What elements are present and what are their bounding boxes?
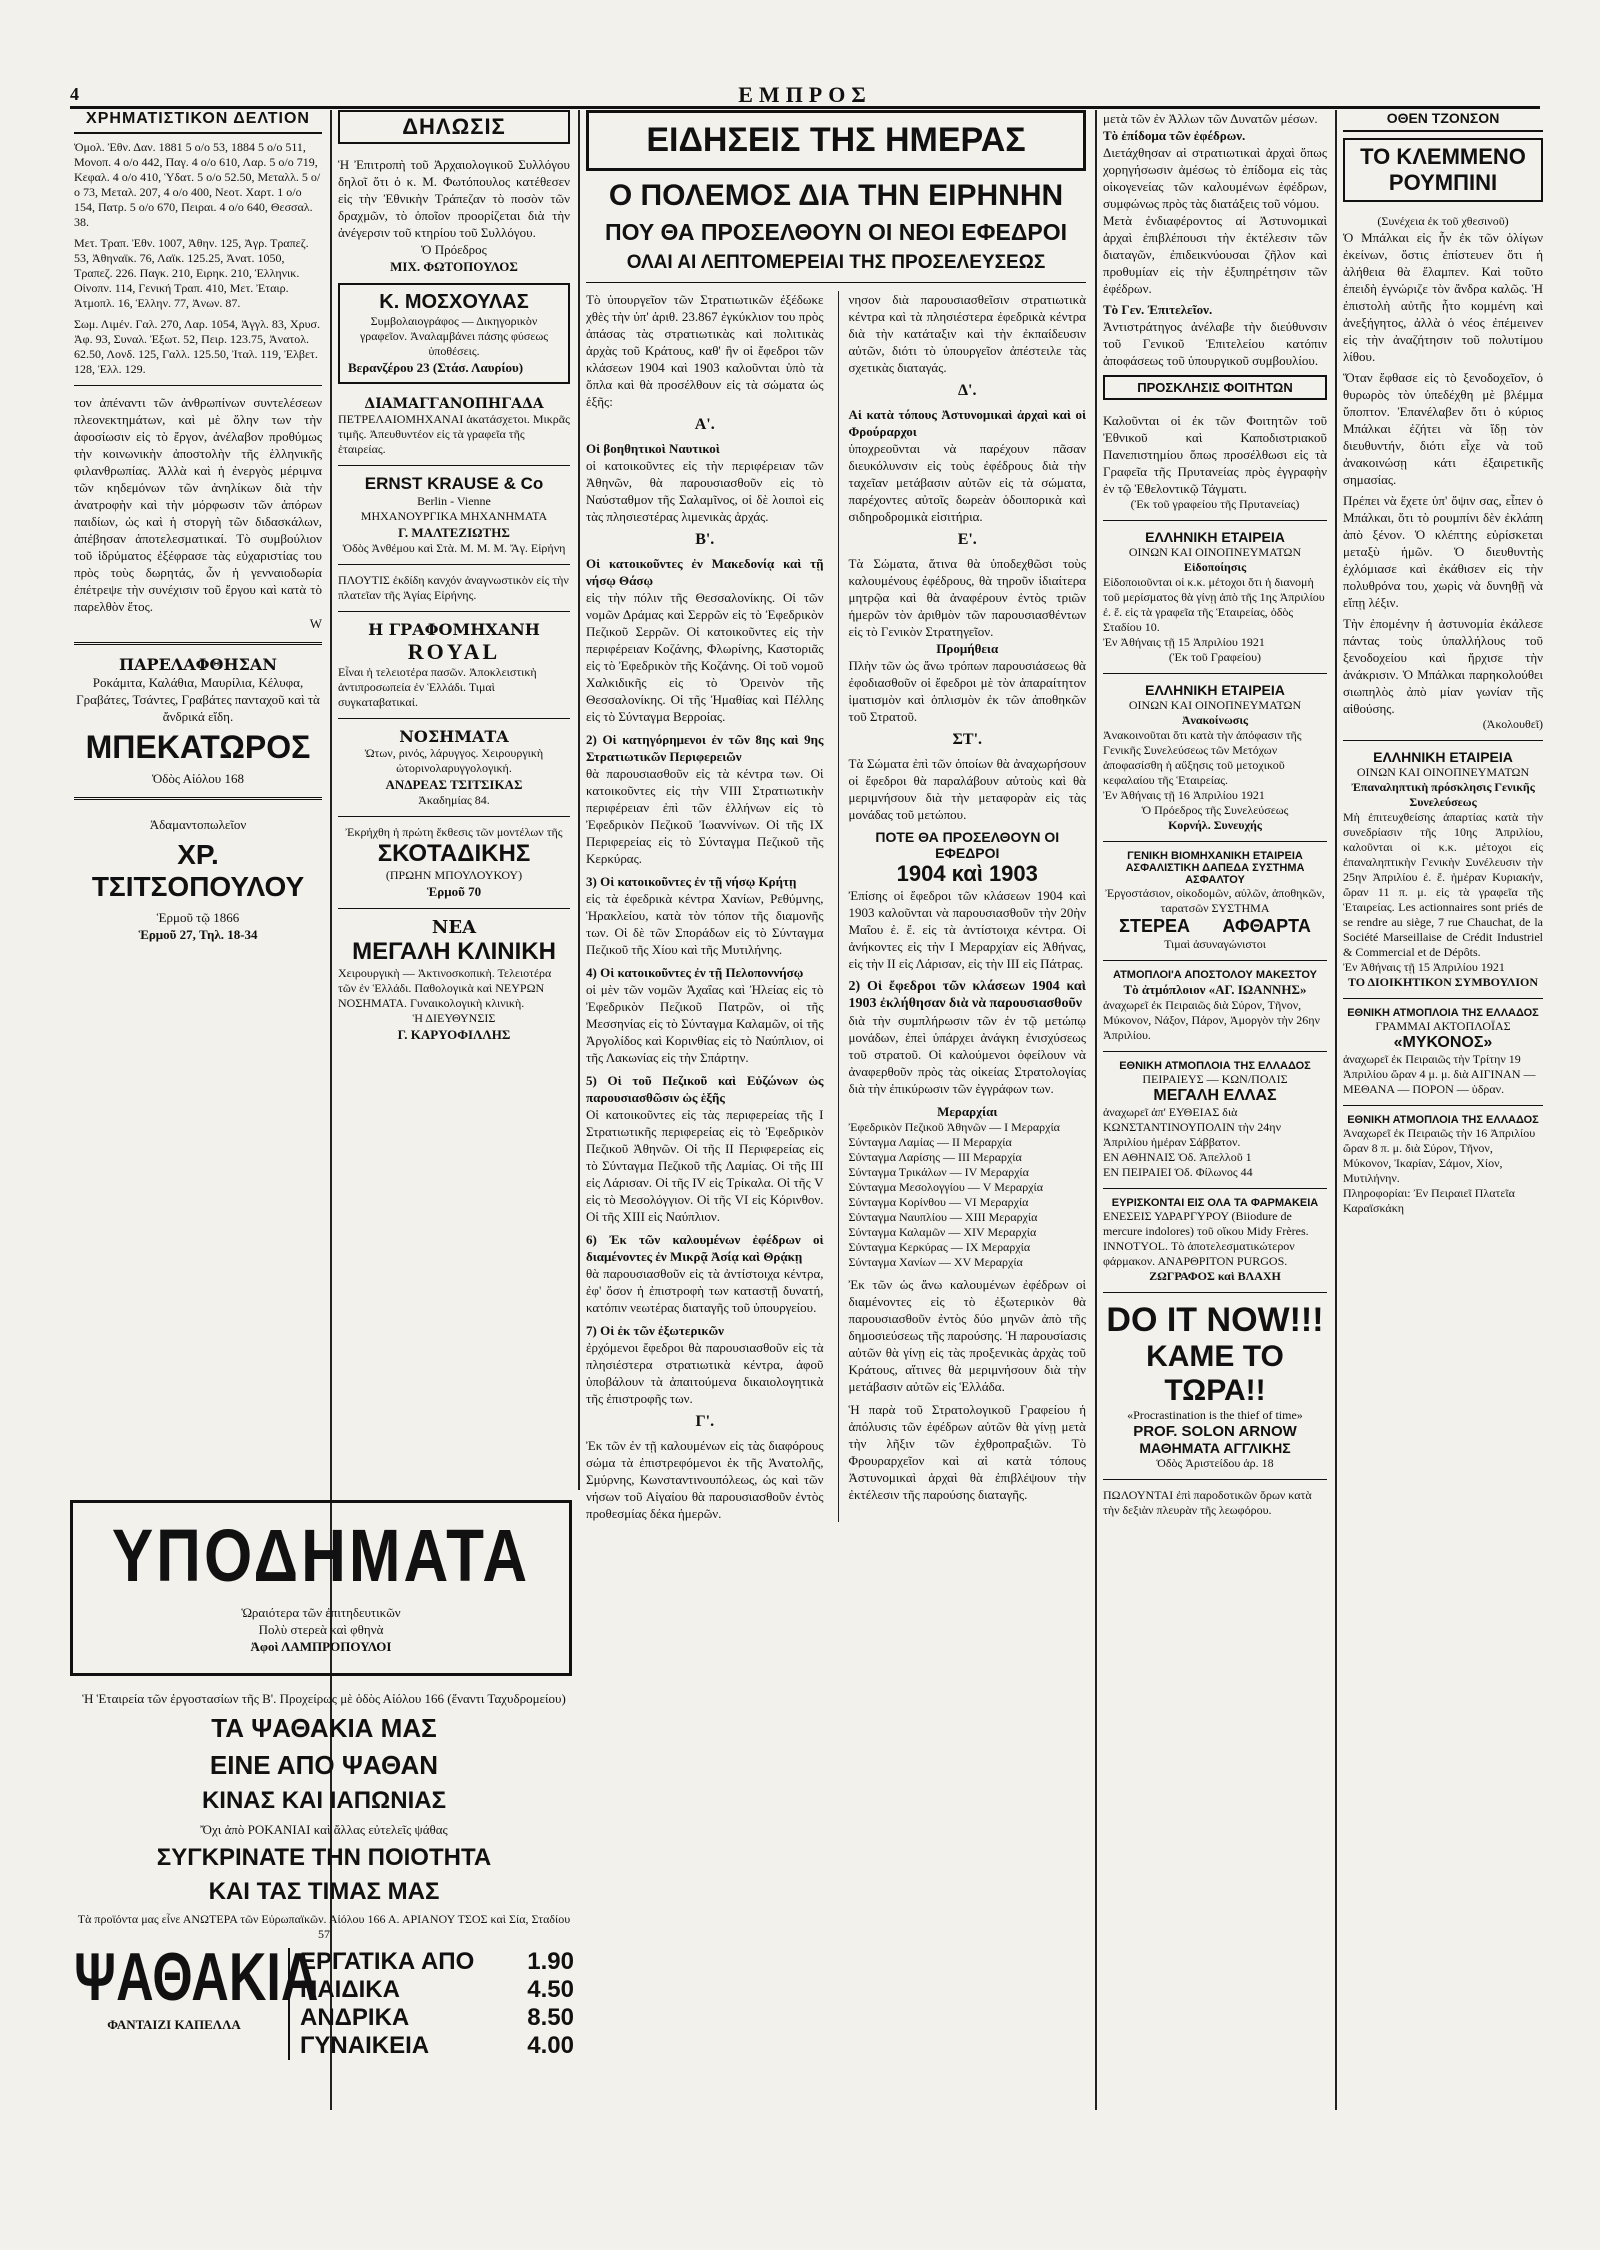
company-text: Μὴ ἐπιτευχθείσης ἀπαρτίας κατὰ τὴν συνεδρίασιν τῆς 10ης Ἀπριλίου, καλοῦνται οἱ κ.κ. μέτοχοι εἰς ἐπαναληπτικὴν Γενικὴν Συνέλευσιν τὴν 25ην Ἀπριλίου ἐ. ἔ. ἡμέραν Κυριακήν, ὥραν 11 π. μ. εἰς τὰ γραφεῖα τῆς Ἑταιρείας. Les actionnaires sont priés de se rendre au siège, 7 rue Chauchat, de la Société Marseillaise de Crédit Industriel & Commercial et de Dépôts. bbox=[1343, 810, 1543, 959]
students-text: Καλοῦνται οἱ ἐκ τῶν Φοιτητῶν τοῦ Ἐθνικοῦ καὶ Καποδιστριακοῦ Πανεπιστημίου ὅπως προσέλθωσι εἰς τὰ Γραφεῖα τῆς Πρυτανείας πρὸς ἐγγραφὴν ἐν τῷ Ἐθελοντικῷ Τάγματι. bbox=[1103, 413, 1327, 496]
diam-title: ΔΙΑΜΑΓΓΑΝΟΠΗΓΑΔΑ bbox=[364, 396, 544, 412]
shipping-agent: Πληροφορίαι: Ἐν Πειραιεῖ Πλατεῖα Καραϊσκάκη bbox=[1343, 1186, 1515, 1215]
national-title: ΕΘΝΙΚΗ ΑΤΜΟΠΛΟΙΑ ΤΗΣ ΕΛΛΑΔΟΣ bbox=[1119, 1060, 1311, 1072]
ship-title: ΑΤΜΟΠΛΟΙ'Α ΑΠΟΣΤΟΛΟΥ ΜΑΚΕΣΤΟΥ bbox=[1113, 969, 1317, 981]
serial-continued: (Συνέχεια ἐκ τοῦ χθεσινοῦ) bbox=[1377, 214, 1509, 228]
column-rule bbox=[1335, 110, 1337, 2110]
pharmacy-address: ΖΩΓΡΑΦΟΣ καὶ ΒΛΑΧΗ bbox=[1149, 1269, 1281, 1283]
royal-title: Η ΓΡΑΦΟΜΗΧΑΝΗ bbox=[368, 620, 540, 639]
jeweler-name: ΧΡ. ΤΣΙΤΣΟΠΟΥΛΟΥ bbox=[91, 839, 305, 902]
headline-2: ΠΟΥ ΘΑ ΠΡΟΣΕΛΘΟΥΝ ΟΙ ΝΕΟΙ ΕΦΕΔΡΟΙ bbox=[604, 219, 1068, 245]
section-head: Οἱ βοηθητικοὶ Ναυτικοὶ bbox=[586, 441, 720, 456]
news-text: Ἡ παρὰ τοῦ Στρατολογικοῦ Γραφείου ἡ ἀπόλυσις τῶν ἐφέδρων αὐτῶν θὰ γίνῃ μετὰ τὴν λῆξιν τῶν ἐχθροπραξιῶν. Τὸ Φρουραρχεῖον καὶ αἱ κατὰ τόπους Ἀστυνομικαὶ ἀρχαὶ θὰ ἐπιβλέψουν τὴν ἐκτέλεσιν τῆς παρούσης διαταγῆς. bbox=[848, 1402, 1086, 1502]
financial-title: ΧΡΗΜΑΤΙΣΤΙΚΟΝ ΔΕΛΤΙΟΝ bbox=[74, 110, 322, 134]
section-head: 2) Οἱ ἔφεδροι τῶν κλάσεων 1904 καὶ 1903 ἐκλήθησαν διὰ νὰ παρουσιασθοῦν bbox=[848, 979, 1086, 1011]
declaration-name: ΜΙΧ. ΦΩΤΟΠΟΥΛΟΣ bbox=[390, 259, 518, 274]
unit-item: Σύνταγμα Ναυπλίου — XIII Μεραρχία bbox=[848, 1210, 1038, 1224]
article-text: τον ἀπέναντι τῶν ἀνθρωπίνων συντελέσεων πλεονεκτημάτων, καὶ μὲ ὅλην των τὴν ἀφοσίωσιν εἰς τὸ ἔργον, ἀνέλαβον προθύμως τὴν κοινωνικὴν ἀποστολὴν τῆς ἑλληνικῆς φιλανθρωπίας. Ἀλλὰ καὶ ἡ ἐνεργὸς μέριμνα τῶν κηδεμόνων τῶν ἀνηλίκων διὰ τὴν ἀνατροφὴν καὶ τὴν μόρφωσιν τῶν ἀπόρων παιδίων, ὡς καὶ ἡ στοργὴ τῶν διδασκάλων, ἀπέβησαν ἀποτελεσματικαί. Τὸ συμβούλιον τοῦ ἱδρύματος ἐξέφρασε τὰς εὐχαριστίας του πρὸς τοὺς δωρητάς, ὧν ἡ γενναιοδωρία ἐπέτρεψε τὴν συνέχισιν τοῦ ἔργου καὶ κατὰ τὸ παρελθὸν ἔτος. bbox=[74, 395, 322, 614]
jeweler-address: Ἑρμοῦ 27, Τηλ. 18-34 bbox=[138, 927, 258, 942]
mosxoulas-ad bbox=[338, 283, 570, 384]
unit-item: Σύνταγμα Καλαμῶν — XIV Μεραρχία bbox=[848, 1225, 1037, 1239]
jeweler-title: Ἀδαμαντοπωλεῖον bbox=[149, 817, 247, 832]
price-row: ΕΡΓΑΤΙΚΑ ΑΠΟ 1.90 bbox=[300, 1948, 574, 1975]
shoes-line-1: Ὡραιότερα τῶν ἐπιτηδευτικῶν bbox=[241, 1605, 401, 1620]
unit-item: Σύνταγμα Τρικάλων — IV Μεραρχία bbox=[848, 1165, 1029, 1179]
hats-sub: ΦΑΝΤΑΙΖΙ ΚΑΠΕΛΛΑ bbox=[107, 2017, 241, 2032]
krause-agent: Γ. ΜΑΛΤΕΖΙΩΤΗΣ bbox=[398, 525, 510, 540]
notice-text: μετὰ τῶν ἐν Ἀλλων τῶν Δυνατῶν μέσων. bbox=[1103, 111, 1318, 126]
section-text: Οἱ κατοικοῦντες εἰς τὰς περιφερείας τῆς Ι Στρατιωτικῆς περιφερείας εἰς τὸ Ἐφεδρικὸν Πεζικοῦ Ἀθηνῶν. Οἱ τῆς II Περιφερείας εἰς τὸ Σύνταγμα Πεζικοῦ τῆς Λαμίας. Οἱ τῆς III εἰς Λάρισαν. Οἱ τῆς IV εἰς Τρίκαλα. Οἱ τῆς V εἰς τὸ Μεσολόγγιον. Οἱ τῆς VI εἰς Κόρινθον. Οἱ τῆς XIII εἰς Ναύπλιον. bbox=[586, 1107, 824, 1224]
company-date: Ἐν Ἀθήναις τῇ 15 Ἀπριλίου 1921 bbox=[1103, 635, 1265, 649]
column-ads bbox=[338, 110, 570, 1480]
declaration-title: ΔΗΛΩΣΙΣ bbox=[402, 114, 506, 139]
nosimata-address: Ἀκαδημίας 84. bbox=[418, 793, 490, 807]
price-row: ΓΥΝΑΙΚΕΙΑ 4.00 bbox=[300, 2032, 574, 2059]
hats-brand: ΨΑΘΑΚΙΑ bbox=[74, 1940, 319, 2016]
serial-author: ΟΘΕΝ ΤΖΟΝΣΟΝ bbox=[1343, 110, 1543, 132]
market-report-3: Σωμ. Λιμέν. Γαλ. 270, Λαρ. 1054, Ἀγγλ. 83, Χρυσ. Ἀφ. 93, Συναλ. Ἐξωτ. 52, Πειρ. 123.75, Ἀνατολ. 62.50, Λονδ. 125, Γαλλ. 125.50, Ἰταλ. 119, Ἐλβετ. 128, Ἐλλ. 129. bbox=[74, 317, 320, 376]
unit-item: Σύνταγμα Λαρίσης — III Μεραρχία bbox=[848, 1150, 1022, 1164]
news-columns bbox=[586, 291, 1086, 1522]
ship-head: Τὸ ἀτμόπλοιον «ΑΓ. ΙΩΑΝΝΗΣ» bbox=[1123, 982, 1307, 997]
shipping-ship: «ΜΥΚΟΝΟΣ» bbox=[1393, 1034, 1493, 1051]
hats-line-1: ΤΑ ΨΑΘΑΚΙΑ ΜΑΣ bbox=[211, 1713, 437, 1743]
section-mark: Ε'. bbox=[957, 531, 977, 548]
declaration-text: Ἡ Ἐπιτροπὴ τοῦ Ἀρχαιολογικοῦ Συλλόγου δηλοῖ ὅτι ὁ κ. Μ. Φωτόπουλος κατέθεσεν εἰς τὴν Ἐθνικὴν Τράπεζαν τὸ ποσὸν τῶν δραχμῶν, τὸ ὁποῖον προορίζεται διὰ τὴν ἀνέγερσιν τοῦ κτηρίου τοῦ Συλλόγου. bbox=[338, 157, 570, 240]
clinic-director: Γ. ΚΑΡΥΟΦΙΛΛΗΣ bbox=[397, 1027, 511, 1042]
hats-line-4: ΣΥΓΚΡΙΝΑΤΕ ΤΗΝ ΠΟΙΟΤΗΤΑ bbox=[156, 1844, 492, 1871]
units-heading: Μεραρχίαι bbox=[937, 1104, 998, 1119]
shipping-sub: ΓΡΑΜΜΑΙ ΑΚΤΟΠΛΟΪΑΣ bbox=[1375, 1019, 1511, 1033]
section-text: Πλὴν τῶν ὡς ἄνω τρόπων παρουσιάσεως θὰ ἐφοδιασθοῦν οἱ ἔφεδροι μὲ τὸν ἀπαραίτητον ἱματισμὸν καὶ ὁπλισμὸν ἐκ τῶν ἀποθηκῶν τοῦ Στρατοῦ. bbox=[848, 658, 1086, 724]
hats-line-5: ΚΑΙ ΤΑΣ ΤΙΜΑΣ ΜΑΣ bbox=[208, 1878, 440, 1905]
declaration-box bbox=[338, 110, 570, 144]
section-text: ἐρχόμενοι ἔφεδροι θὰ παρουσιασθοῦν εἰς τὰ πλησιέστερα στρατιωτικὰ κέντρα, ἀφοῦ ὑποβάλουν τὰ ἀπαιτούμενα δικαιολογητικὰ τῆς ἐπιστροφῆς των. bbox=[586, 1340, 824, 1406]
section-text: Τὰ Σώματα, ἅτινα θὰ ὑποδεχθῶσι τοὺς καλουμένους ἐφέδρους, θὰ τηροῦν ἰδιαίτερα μητρῷα καὶ θὰ ἀναφέρουν ἐντὸς τριῶν ἡμερῶν τὸν ἀριθμὸν τῶν παρουσιασθέντων εἰς τὸ Γενικὸν Στρατηγεῖον. bbox=[848, 556, 1086, 639]
unit-item: Σύνταγμα Μεσολογγίου — V Μεραρχία bbox=[848, 1180, 1044, 1194]
section-text: εἰς τὰ ἐφεδρικὰ κέντρα Χανίων, Ρεθύμνης, Ἡρακλείου, κατὰ τὸν τόπον τῆς διαμονῆς των. Οἱ δὲ τῶν Σποράδων εἰς τὸ Σύνταγμα Πεζικοῦ τῆς Χίου καὶ τῆς Μυτιλήνης. bbox=[586, 891, 824, 957]
industrial-title: ΓΕΝΙΚΗ ΒΙΟΜΗΧΑΝΙΚΗ ΕΤΑΙΡΕΙΑ bbox=[1127, 850, 1303, 862]
company-title: ΕΛΛΗΝΙΚΗ ΕΤΑΙΡΕΙΑ bbox=[1373, 749, 1513, 765]
english-headline-gr: ΚΑΜΕ ΤΟ ΤΩΡΑ!! bbox=[1146, 1340, 1284, 1407]
shipping-text: ἀναχωρεῖ ἐκ Πειραιῶς τὴν Τρίτην 19 Ἀπριλίου ὥραν 4 μ. μ. διὰ ΑΙΓΙΝΑΝ — ΜΕΘΑΝΑ — ΠΟΡΟΝ — ὑδραν. bbox=[1343, 1052, 1536, 1096]
skotadikis-sub: (ΠΡΩΗΝ ΜΠΟΥΛΟΥΚΟΥ) bbox=[385, 868, 523, 882]
section-head: Αἱ κατὰ τόπους Ἀστυνομικαὶ ἀρχαὶ καὶ οἱ Φρούραρχοι bbox=[848, 407, 1086, 439]
jeweler-address-2: Ἑρμοῦ τῷ 1866 bbox=[156, 910, 240, 925]
news-text: διὰ τὴν συμπλήρωσιν τῶν ἐν τῷ μετώπῳ μονάδων, ἐπεὶ ὑπάρχει ἀνάγκη ἐνισχύσεως τοῦ στρατοῦ. Οἱ καλούμενοι ὀφείλουν νὰ ἀναφερθοῦν πρὸς τὰς οἰκείας Στρατολογίας διὰ τὴν ἐπικύρωσιν τῶν ἐγγράφων των. bbox=[848, 1013, 1086, 1096]
national-agent-2: ΕΝ ΠΕΙΡΑΙΕΙ Ὁδ. Φίλωνος 44 bbox=[1103, 1165, 1253, 1179]
company-text: Ἀνακοινοῦται ὅτι κατὰ τὴν ἀπόφασιν τῆς Γενικῆς Συνελεύσεως τῶν Μετόχων ἀποφασίσθη ἡ αὔξησις τοῦ μετοχικοῦ κεφαλαίου τῆς Ἑταιρείας. bbox=[1103, 728, 1302, 787]
serial-text: Ὅταν ἔφθασε εἰς τὸ ξενοδοχεῖον, ὁ θυρωρὸς τὸν ὑπεδέχθη μὲ βλέμμα ὕποπτον. Ἐπανέλαβεν ὅτι ὁ κύριος Μπάλκαι ἐζήτει νὰ ἴδῃ τὸν διευθυντήν, διότι εἶχε νὰ τοῦ ἀνακοινώσῃ κάτι ἐξαιρετικῆς σημασίας. bbox=[1343, 370, 1543, 487]
notice-text: Μετὰ ἐνδιαφέροντος αἱ Ἀστυνομικαὶ ἀρχαὶ ἐπιβλέπουσι τὴν ἐκτέλεσιν τῶν διαταγῶν, ἐπιδεικνύουσαι ζῆλον καὶ προθυμίαν εἰς τὴν ἐξυπηρέτησιν τῶν ἐφέδρων. bbox=[1103, 213, 1327, 296]
price-list bbox=[288, 1948, 574, 2060]
national-text: ἀναχωρεῖ ἀπ' ΕΥΘΕΙΑΣ διὰ ΚΩΝΣΤΑΝΤΙΝΟΥΠΟΛΙΝ τὴν 24ην Ἀπριλίου ἡμέραν Σάββατον. bbox=[1103, 1105, 1282, 1149]
letter-mark: W bbox=[309, 616, 322, 631]
section-mark: Δ'. bbox=[958, 382, 977, 399]
shoes-ad bbox=[70, 1500, 572, 1676]
industrial-sub: ΑΣΦΑΛΙΣΤΙΚΗ ΔΑΠΕΔΑ ΣΥΣΤΗΜΑ ΑΣΦΑΛΤΟΥ bbox=[1125, 862, 1305, 886]
news-intro: Τὸ ὑπουργεῖον τῶν Στρατιωτικῶν ἐξέδωκε χθὲς τὴν ὑπ' ἀριθ. 23.867 ἐγκύκλιον του πρὸς ἁπάσας τὰς στρατιωτικὰς καὶ πολιτικὰς ἀρχὰς τοῦ Κράτους, καθ' ἣν οἱ ἔφεδροι τῶν κλάσεων 1904 καὶ 1903 καλοῦνται ὑπὸ τὰ ὅπλα καὶ θὰ προσέλθουν εἰς τὰ σώματα ὡς ἑξῆς: bbox=[586, 292, 824, 409]
notice-head: Τὸ Γεν. Ἐπιτελεῖον. bbox=[1103, 302, 1213, 317]
students-sign: (Ἐκ τοῦ γραφείου τῆς Πρυτανείας) bbox=[1130, 497, 1300, 511]
english-quote: «Procrastination is the thief of time» bbox=[1127, 1408, 1303, 1422]
nosimata-title: ΝΟΣΗΜΑΤΑ bbox=[399, 727, 509, 746]
section-text: θὰ παρουσιασθοῦν εἰς τὰ κέντρα των. Οἱ κατοικοῦντες εἰς τὴν VIII Στρατιωτικὴν περιφέρειαν ἐπὶ τῶν ἑλλήνων εἰς τὸ Ἐφεδρικὸν Πεζικοῦ Ἰωαννίνων. Οἱ τῆς IX Περιφερείας εἰς τὸ Σύνταγμα Πεζικοῦ τῆς Κερκύρας. bbox=[586, 766, 824, 866]
diam-text: ΠΕΤΡΕΛΑΙΟΜΗΧΑΝΑΙ ἀκατάσχετοι. Μικρᾶς τιμῆς. Ἀπευθυντέον εἰς τὰ γραφεῖα τῆς ἑταιρείας. bbox=[338, 412, 570, 456]
column-serial bbox=[1343, 110, 1543, 2120]
company-signer: Κορνήλ. Συνευχής bbox=[1168, 818, 1262, 832]
masthead bbox=[70, 84, 1540, 109]
ad-brand: ΜΠΕΚΑΤΩΡΟΣ bbox=[85, 729, 311, 765]
company-date: Ἐν Ἀθήναις τῇ 15 Ἀπριλίου 1921 bbox=[1343, 960, 1505, 974]
company-note: Εἰδοποίησις bbox=[1183, 560, 1247, 574]
section-text: Τὰ Σώματα ἐπὶ τῶν ὁποίων θὰ ἀναχωρήσουν οἱ ἔφεδροι θὰ παραλάβουν αὐτοὺς καὶ θὰ μεριμνήσουν διὰ τὴν μεταφορὰν εἰς τὰς μονάδας τοῦ μετώπου. bbox=[848, 756, 1086, 822]
skotadikis-name: ΣΚΟΤΑΔΙΚΗΣ bbox=[377, 840, 531, 867]
company-note: Ἀνακοίνωσις bbox=[1181, 713, 1249, 727]
nosimata-text: Ὠτων, ρινός, λάρυγγος. Χειρουργικὴ ὠτορινολαρυγγολογική. bbox=[364, 746, 544, 775]
mosxoulas-text: Συμβολαιογράφος — Δικηγορικὸν γραφεῖον. Ἀναλαμβάνει πάσης φύσεως ὑποθέσεις. bbox=[359, 314, 549, 358]
unit-item: Σύνταγμα Κερκύρας — IX Μεραρχία bbox=[848, 1240, 1031, 1254]
unit-item: Ἐφεδρικὸν Πεζικοῦ Ἀθηνῶν — Ι Μεραρχία bbox=[848, 1120, 1060, 1134]
column-notices bbox=[1103, 110, 1327, 2120]
company-sign: ΤΟ ΔΙΟΙΚΗΤΙΚΟΝ ΣΥΜΒΟΥΛΙΟΝ bbox=[1347, 975, 1538, 989]
ad-address: Ὁδὸς Αἰόλου 168 bbox=[152, 771, 244, 786]
unit-item: Σύνταγμα Κορίνθου — VI Μεραρχία bbox=[848, 1195, 1029, 1209]
news-col-right bbox=[838, 291, 1087, 1522]
section-text: εἰς τὴν πόλιν τῆς Θεσσαλονίκης. Οἱ τῶν νομῶν Δράμας καὶ Σερρῶν εἰς τὸ Ἐφεδρικὸν Πεζικοῦ Σερρῶν. Οἱ κατοικοῦντες εἰς τὴν περιφέρειαν Κοζάνης, Φλωρίνης, Καστοριᾶς εἰς τὸ Ἐφεδρικὸν τῆς Κοζάνης. Οἱ τοῦ νομοῦ Χαλκιδικῆς εἰς τὸ Ὀρεινὸν τῆς Θεσσαλονίκης. Οἱ τῆς Ἠμαθίας καὶ Πέλλης εἰς τὸ Σύνταγμα Βερροίας. bbox=[586, 590, 824, 724]
industrial-text: Ἐργοστάσιον, οἰκοδομῶν, αὐλῶν, ἀποθηκῶν, ταρατσῶν ΣΥΣΤΗΜΑ bbox=[1105, 886, 1325, 915]
column-rule bbox=[578, 110, 580, 1490]
section-head: 3) Οἱ κατοικοῦντες ἐν τῇ νήσῳ Κρήτῃ bbox=[586, 874, 797, 889]
company-sign: Ὁ Πρόεδρος τῆς Συνελεύσεως bbox=[1141, 803, 1289, 817]
headline-3: ΟΛΑΙ ΑΙ ΛΕΠΤΟΜΕΡΕΙΑΙ ΤΗΣ ΠΡΟΣΕΛΕΥΣΕΩΣ bbox=[626, 252, 1046, 273]
shoes-headline: ΥΠΟΔΗΜΑΤΑ bbox=[111, 1515, 531, 1598]
subheadline: ΠΟΤΕ ΘΑ ΠΡΟΣΕΛΘΟΥΝ ΟΙ ΕΦΕΔΡΟΙ bbox=[875, 829, 1060, 861]
serial-text: Τὴν ἐπομένην ἡ ἀστυνομία ἐκάλεσε πάντας τοὺς ὑπαλλήλους τοῦ ξενοδοχείου καὶ ἤρχισε τὴν ἀνάκρισιν. Ὁ Μπάλκαι παρηκολούθει σιωπηλὸς ἀπὸ μίαν γωνίαν τῆς αἰθούσης. bbox=[1343, 616, 1543, 716]
unit-item: Σύνταγμα Χανίων — XV Μεραρχία bbox=[848, 1255, 1023, 1269]
serial-end: (Ἀκολουθεῖ) bbox=[1482, 717, 1543, 731]
section-text: οἱ μὲν τῶν νομῶν Ἀχαΐας καὶ Ἠλείας εἰς τὸ Ἐφεδρικὸν Πεζικοῦ Πατρῶν, οἱ τῆς Μεσσηνίας εἰς τὸ Σύνταγμα Καλαμῶν, οἱ τῆς Ἀργολίδος καὶ Κορινθίας εἰς τὸ Ναύπλιον, οἱ τῆς Λακωνίας εἰς τὴν Σπάρτην. bbox=[586, 982, 824, 1065]
industrial-big: ΣΤΕΡΕΑ ΑΦΘΑΡΤΑ bbox=[1119, 916, 1311, 936]
mosxoulas-address: Βερανζέρου 23 (Στάσ. Λαυρίου) bbox=[348, 360, 524, 375]
hats-note: Ὄχι ἀπὸ ΡΟΚΑΝΙΑΙ καὶ ἄλλας εὐτελεῖς ψάθας bbox=[200, 1822, 448, 1837]
section-head: 4) Οἱ κατοικοῦντες ἐν τῇ Πελοποννήσῳ bbox=[586, 965, 804, 980]
hats-address: Τὰ προϊόντα μας εἶνε ΑΝΩΤΕΡΑ τῶν Εὐρωπαϊκῶν. Αἰόλου 166 Α. ΑΡΙΑΝΟΥ ΤΣΟΣ καὶ Σία, Σταδίου 57 bbox=[77, 1912, 571, 1941]
shoes-line-3: Ἀφοὶ ΛΑΜΠΡΟΠΟΥΛΟΙ bbox=[250, 1639, 392, 1654]
ad-text: Ροκάμιτα, Καλάθια, Μαυρίλια, Κέλυφα, Γραβάτες, Τσάντες, Γραβάτες πανταχοῦ καὶ τὰ ἄνδρικά εἴδη. bbox=[76, 675, 320, 724]
notice-head: Τὸ ἐπίδομα τῶν ἐφέδρων. bbox=[1103, 128, 1246, 143]
section-text: ὑποχρεοῦνται νὰ παρέχουν πᾶσαν διευκόλυνσιν εἰς τοὺς ἐφέδρους διὰ τὴν ταχεῖαν μετάβασιν αὐτῶν εἰς τὰ σώματα, παρέχοντες αὐτοῖς δωρεὰν ὁδοιπορικὰ καὶ σιδηροδρομικὰ εἰσιτήρια. bbox=[848, 441, 1086, 524]
ship-text: ἀναχωρεῖ ἐκ Πειραιῶς διὰ Σύρον, Τῆνον, Μύκονον, Νάξον, Πάρον, Ἀμοργὸν τὴν 26ην Ἀπριλίου. bbox=[1103, 998, 1320, 1042]
section-mark: Β'. bbox=[695, 531, 715, 548]
national-agent: ΕΝ ΑΘΗΝΑΙΣ Ὁδ. Ἀπελλοῦ 1 bbox=[1103, 1150, 1252, 1164]
hats-ad bbox=[74, 1690, 574, 2120]
pharmacy-title: ΕΥΡΙΣΚΟΝΤΑΙ ΕΙΣ ΟΛΑ ΤΑ ΦΑΡΜΑΚΕΙΑ bbox=[1111, 1197, 1319, 1209]
section-head: Προμήθεια bbox=[936, 641, 999, 656]
krause-address: Ὁδὸς Ἀνθέμου καὶ Στὰ. Μ. Μ. Μ. Ἄγ. Εἰρήνη bbox=[342, 541, 566, 555]
serial-text: Πρέπει νὰ ἔχετε ὑπ' ὄψιν σας, εἶπεν ὁ Μπάλκαι, ὅτι τὸ ρουμπίνι δὲν ἐκλάπη ἀπὸ ξένον. Ὁ κλέπτης εὑρίσκεται μεταξὺ ἡμῶν. Ὁ διευθυντὴς ἐχλόμιασε καὶ ἐκάθισεν εἰς τὴν πολυθρόνα του, χωρὶς νὰ δυνηθῇ νὰ εἴπῃ λέξιν. bbox=[1343, 493, 1543, 610]
unit-item: Σύνταγμα Λαμίας — II Μεραρχία bbox=[848, 1135, 1012, 1149]
section-mark: Γ'. bbox=[695, 1413, 715, 1430]
company-title: ΕΛΛΗΝΙΚΗ ΕΤΑΙΡΕΙΑ bbox=[1145, 682, 1285, 698]
company-date: Ἐν Ἀθήναις τῇ 16 Ἀπριλίου 1921 bbox=[1103, 788, 1265, 802]
section-mark: Α'. bbox=[694, 416, 715, 433]
hats-pre: Ἡ Ἑταιρεία τῶν ἐργοστασίων τῆς Β'. Προχείρως μὲ ὁδὸς Αἰόλου 166 (ἔναντι Ταχυδρομείου) bbox=[82, 1691, 566, 1706]
english-address: Ὁδὸς Ἀριστείδου ἀρ. 18 bbox=[1156, 1456, 1274, 1470]
krause-name: ERNST KRAUSE & Co bbox=[364, 474, 544, 493]
english-teacher: PROF. SOLON ARNOW bbox=[1133, 1423, 1297, 1440]
notice-text: Ἀντιστράτηγος ἀνέλαβε τὴν διεύθυνσιν τοῦ Γενικοῦ Ἐπιτελείου κατόπιν ἀποφάσεως τοῦ ὑπουργικοῦ συμβουλίου. bbox=[1103, 319, 1327, 368]
shipping-title: ΕΘΝΙΚΗ ΑΤΜΟΠΛΟΙΑ ΤΗΣ ΕΛΛΑΔΟΣ bbox=[1347, 1007, 1539, 1019]
ad-title: ΠΑΡΕΛΑΦΘΗΣΑΝ bbox=[119, 655, 277, 674]
hats-line-2: ΕΙΝΕ ΑΠΟ ΨΑΘΑΝ bbox=[209, 1750, 439, 1780]
clinic-name: ΜΕΓΑΛΗ ΚΛΙΝΙΚΗ bbox=[352, 938, 556, 965]
serial-title: ΤΟ ΚΛΕΜΜΕΝΟ ΡΟΥΜΠΙΝΙ bbox=[1360, 144, 1526, 195]
section-text: οἱ κατοικοῦντες εἰς τὴν περιφέρειαν τῶν Ἀθηνῶν, θὰ παρουσιασθοῦν εἰς τὸ Ναύσταθμον τῆς Σαλαμῖνος, οἱ δὲ λοιποὶ εἰς τὰς πλησιεστέρας λιμενικὰς ἀρχάς. bbox=[586, 458, 824, 524]
industrial-note: Τιμαὶ ἀσυναγώνιστοι bbox=[1164, 937, 1266, 951]
section-text: Ἐκ τῶν ἐν τῇ καλουμένων εἰς τὰς διαφόρους σώμα τὰ ἐπιστρεφόμενοι ἐκ τῆς Ἀνατολῆς, Σμύρνης, Κωνσταντινουπόλεως, ὡς καὶ τῶν νήσων τοῦ Αἰγαίου θὰ παρουσιασθοῦν ἐντὸς προθεσμίας δέκα ἡμερῶν. bbox=[586, 1438, 824, 1521]
company-sub: ΟΙΝΩΝ ΚΑΙ ΟΙΝΟΠΝΕΥΜΑΤΩΝ bbox=[1356, 765, 1530, 779]
shipping-title: ΕΘΝΙΚΗ ΑΤΜΟΠΛΟΙΑ ΤΗΣ ΕΛΛΑΔΟΣ bbox=[1347, 1114, 1539, 1126]
company-text: Εἰδοποιοῦνται οἱ κ.κ. μέτοχοι ὅτι ἡ διανομὴ τοῦ μερίσματος θὰ γίνῃ ἀπὸ τῆς 1ης Ἀπριλίου ἐ. ἔ. εἰς τὰ γραφεῖα τῆς Ἑταιρείας, ὁδὸς Σταδίου 10. bbox=[1103, 575, 1325, 634]
english-sub: ΜΑΘΗΜΑΤΑ ΑΓΓΛΙΚΗΣ bbox=[1139, 1440, 1291, 1456]
krause-text: ΜΗΧΑΝΟΥΡΓΙΚΑ ΜΗΧΑΝΗΜΑΤΑ bbox=[360, 509, 548, 523]
company-sub: ΟΙΝΩΝ ΚΑΙ ΟΙΝΟΠΝΕΥΜΑΤΩΝ bbox=[1128, 698, 1302, 712]
royal-brand: ROYAL bbox=[407, 639, 501, 664]
section-mark: ΣΤ'. bbox=[952, 731, 983, 748]
market-report: Ὁμολ. Ἐθν. Δαν. 1881 5 ο/ο 53, 1884 5 ο/ο 511, Μονοπ. 4 ο/ο 442, Παγ. 4 ο/ο 610, Λαρ. 5 ο/ο 719, Κεφαλ. 4 ο/ο 410, Ὑδατ. 5 ο/ο 52.50, Μεταλλ. 5 ο/ο 73, Μεταλ. 207, 4 ο/ο 400, Νεοτ. Χαρτ. 1 ο/ο 154, Πατρ. 5 ο/ο 670, Πειραι. 4 ο/ο 640, Θεσσαλ. 38. bbox=[74, 140, 321, 229]
royal-text: Εἶναι ἡ τελειοτέρα πασῶν. Ἀποκλειστικὴ ἀντιπροσωπεία ἐν Ἑλλάδι. Τιμαὶ συγκαταβατικαί. bbox=[338, 665, 537, 709]
national-ship: ΜΕΓΑΛΗ ΕΛΛΑΣ bbox=[1153, 1087, 1277, 1104]
ploutis-text: ΠΛΟΥΤΙΣ ἐκδίδη κανχόν ἀναγνωστικὸν εἰς τὴν πλατεῖαν τῆς Ἁγίας Εἰρήνης. bbox=[338, 573, 569, 602]
news-section bbox=[586, 110, 1086, 2120]
column-financial bbox=[74, 110, 322, 1480]
declaration-sign: Ὁ Πρόεδρος bbox=[421, 242, 487, 257]
price-row: ΑΝΔΡΙΚΑ 8.50 bbox=[300, 2004, 574, 2031]
clinic-label: ΝΕΑ bbox=[431, 917, 477, 938]
students-title: ΠΡΟΣΚΛΗΣΙΣ ΦΟΙΤΗΤΩΝ bbox=[1137, 380, 1293, 395]
headline-1: Ο ΠΟΛΕΜΟΣ ΔΙΑ ΤΗΝ ΕΙΡΗΝΗΝ bbox=[608, 179, 1064, 212]
section-text: θὰ παρουσιασθοῦν εἰς τὰ ἀντίστοιχα κέντρα, ἐφ' ὅσον ἡ ἐπιστροφὴ των καταστῇ δυνατή, κατόπιν νεωτέρας διαταγῆς τοῦ ὑπουργείου. bbox=[586, 1266, 824, 1315]
serial-title-box bbox=[1343, 138, 1543, 202]
section-head: 5) Οἱ τοῦ Πεζικοῦ καὶ Εὐζώνων ὡς παρουσιασθῶσιν ὡς ἑξῆς bbox=[586, 1073, 824, 1105]
shoes-line-2: Πολὺ στερεὰ καὶ φθηνὰ bbox=[258, 1622, 384, 1637]
section-head: 7) Οἱ ἐκ τῶν ἐξωτερικῶν bbox=[586, 1323, 724, 1338]
serial-text: Ὁ Μπάλκαι εἰς ἦν ἐκ τῶν ὀλίγων ἐκείνων, ὅστις ἐπίστευεν ὅτι ἡ ἀλήθεια θὰ ἔλαμπεν. Καὶ τοῦτο ἐπειδὴ ἐγνώριζε τὸν ἄνδρα καλῶς. Ἡ ἐπιστολὴ αὐτῆς ἦτο κομμένη καὶ ἀνεξήγητος, ἀλλὰ ὁ νέος ἐπέμεινεν εἰς τὴν ἀναζήτησιν τοῦ πολυτίμου λίθου. bbox=[1343, 230, 1543, 364]
masthead-title: ΕΜΠΡΟΣ bbox=[738, 82, 872, 107]
notice-text: Διετάχθησαν αἱ στρατιωτικαὶ ἀρχαὶ ὅπως χορηγήσωσιν ἀμέσως τὸ ἐπίδομα εἰς τὰς οἰκογενείας τῶν καλουμένων ἐφέδρων, συμφώνως πρὸς τὰς διατάξεις τοῦ νόμου. bbox=[1103, 145, 1327, 211]
news-text: Ἐπίσης οἱ ἔφεδροι τῶν κλάσεων 1904 καὶ 1903 καλοῦνται νὰ παρουσιασθοῦν τὴν 20ὴν Μαΐου ἐ. ἔ. εἰς τὰ ἀντίστοιχα κέντρα. Οἱ ἀνήκοντες εἰς τὴν Ι Μεραρχίαν εἰς Ἀθήνας, εἰς τὴν II εἰς Λάρισαν, εἰς τὴν III εἰς Πάτρας. bbox=[848, 888, 1086, 971]
page-number: 4 bbox=[70, 84, 79, 104]
krause-city: Berlin - Vienne bbox=[417, 494, 491, 508]
news-col-left bbox=[586, 291, 824, 1522]
news-banner: ΕΙΔΗΣΕΙΣ ΤΗΣ ΗΜΕΡΑΣ bbox=[586, 110, 1086, 171]
company-title: ΕΛΛΗΝΙΚΗ ΕΤΑΙΡΕΙΑ bbox=[1145, 529, 1285, 545]
shipping-text: Ἀναχωρεῖ ἐκ Πειραιῶς τὴν 16 Ἀπριλίου ὥραν 8 π. μ. διὰ Σύρον, Τῆνον, Μύκονον, Ἰκαρίαν, Σάμον, Χίον, Μυτιλήνην. bbox=[1343, 1126, 1536, 1185]
skotadikis-address: Ἑρμοῦ 70 bbox=[426, 884, 482, 899]
price-row: ΠΑΙΔΙΚΑ 4.50 bbox=[300, 1976, 574, 2003]
subheadline-years: 1904 καὶ 1903 bbox=[896, 861, 1038, 886]
mosxoulas-name: Κ. ΜΟΣΧΟΥΛΑΣ bbox=[379, 291, 529, 313]
news-text: Ἐκ τῶν ὡς ἄνω καλουμένων ἐφέδρων οἱ διαμένοντες εἰς τὸ ἐξωτερικὸν θὰ παρουσιασθοῦν ἐντὸς δύο μηνῶν ἀπὸ τῆς δημοσιεύσεως τῆς παρούσης. Ἡ παρουσίασις αὐτῶν θὰ γίνῃ εἰς τὰς προξενικὰς ἀρχὰς τοῦ Κράτους, αἵτινες θὰ μεριμνήσουν διὰ τὴν μετάβασιν αὐτῶν εἰς Ἑλλάδα. bbox=[848, 1277, 1086, 1394]
clinic-text: Χειρουργικὴ — Ἀκτινοσκοπικὴ. Τελειοτέρα τῶν ἐν Ἑλλάδι. Παθολογικὰ καὶ ΝΕΥΡΩΝ ΝΟΣΗΜΑΤΑ. Γυναικολογικὴ κλινικὴ. bbox=[338, 966, 552, 1010]
company-sign: (Ἐκ τοῦ Γραφείου) bbox=[1168, 650, 1262, 664]
national-route: ΠΕΙΡΑΙΕΥΣ — ΚΩΝ/ΠΟΛΙΣ bbox=[1142, 1072, 1288, 1086]
company-sub: ΟΙΝΩΝ ΚΑΙ ΟΙΝΟΠΝΕΥΜΑΤΩΝ bbox=[1128, 545, 1302, 559]
sale-text: ΠΩΛΟΥΝΤΑΙ ἐπὶ παροδοτικῶν ὅρων κατὰ τὴν δεξιὰν πλευρὰν τῆς λεωφόρου. bbox=[1103, 1488, 1312, 1517]
news-text: νησον διὰ παρουσιασθεῖσιν στρατιωτικὰ κέντρα καὶ τὰ πλησιέστερα ἐφεδρικὰ κέντρα διὰ τὴν κατάταξιν καὶ τὴν ἐκπαίδευσιν αὐτῶν, διότι τὸ ὑπουργεῖον ἀπέστειλε τὰς σχετικὰς διαταγάς. bbox=[848, 292, 1086, 375]
nosimata-name: ΑΝΔΡΕΑΣ ΤΣΙΤΣΙΚΑΣ bbox=[385, 777, 523, 792]
students-title-box bbox=[1103, 375, 1327, 400]
section-head: 2) Οἱ κατηγόρημενοι ἐν τῶν 8ης καὶ 9ης Στρατιωτικῶν Περιφερειῶν bbox=[586, 732, 824, 764]
section-head: Οἱ κατοικοῦντες ἐν Μακεδονίᾳ καὶ τῇ νήσῳ Θάσῳ bbox=[586, 556, 824, 588]
section-head: 6) Ἐκ τῶν καλουμένων ἐφέδρων οἱ διαμένοντες ἐν Μικρᾷ Ἀσίᾳ καὶ Θρᾴκῃ bbox=[586, 1232, 824, 1264]
clinic-sign: Ἡ ΔΙΕΥΘΥΝΣΙΣ bbox=[412, 1011, 496, 1025]
hats-line-3: ΚΙΝΑΣ ΚΑΙ ΙΑΠΩΝΙΑΣ bbox=[201, 1787, 447, 1814]
column-rule bbox=[1095, 110, 1097, 2110]
market-report-2: Μετ. Τραπ. Ἐθν. 1007, Ἀθην. 125, Ἀγρ. Τραπεζ. 53, Ἀθηναϊκ. 76, Λαϊκ. 125.25, Ἀνατ. 1050, Τραπεζ. 226. Παγκ. 210, Ειρηκ. 210, Ἑλληνικ. Οἰνοπν. 114, Γενική Τραπ. 410, Μετ. Ἐταιρ. Ἀτμοπλ. 16, Ἑλλην. 77, Ἀνων. 87. bbox=[74, 236, 309, 310]
pharmacy-text: ΕΝΕΣΕΙΣ ΥΔΡΑΡΓΥΡΟΥ (Biiodure de mercure indolores) τοῦ οἴκου Midy Frères. INNOTYOL. Τὸ ἀποτελεσματικώτερον φάρμακον. ΑΝΑΡΘΡΙΤΟΝ PURGOS. bbox=[1103, 1209, 1309, 1268]
hats-brand-block bbox=[74, 1940, 319, 2060]
skotadikis-pre: Ἐκρήχθη ἡ πρώτη ἔκθεσις τῶν μοντέλων τῆς bbox=[345, 825, 563, 839]
company-note: Ἐπαναληπτικὴ πρόσκλησις Γενικῆς Συνελεύσεως bbox=[1351, 780, 1535, 809]
english-headline: DO IT NOW!!! bbox=[1106, 1301, 1324, 1339]
hats-bottom bbox=[74, 1940, 574, 2060]
